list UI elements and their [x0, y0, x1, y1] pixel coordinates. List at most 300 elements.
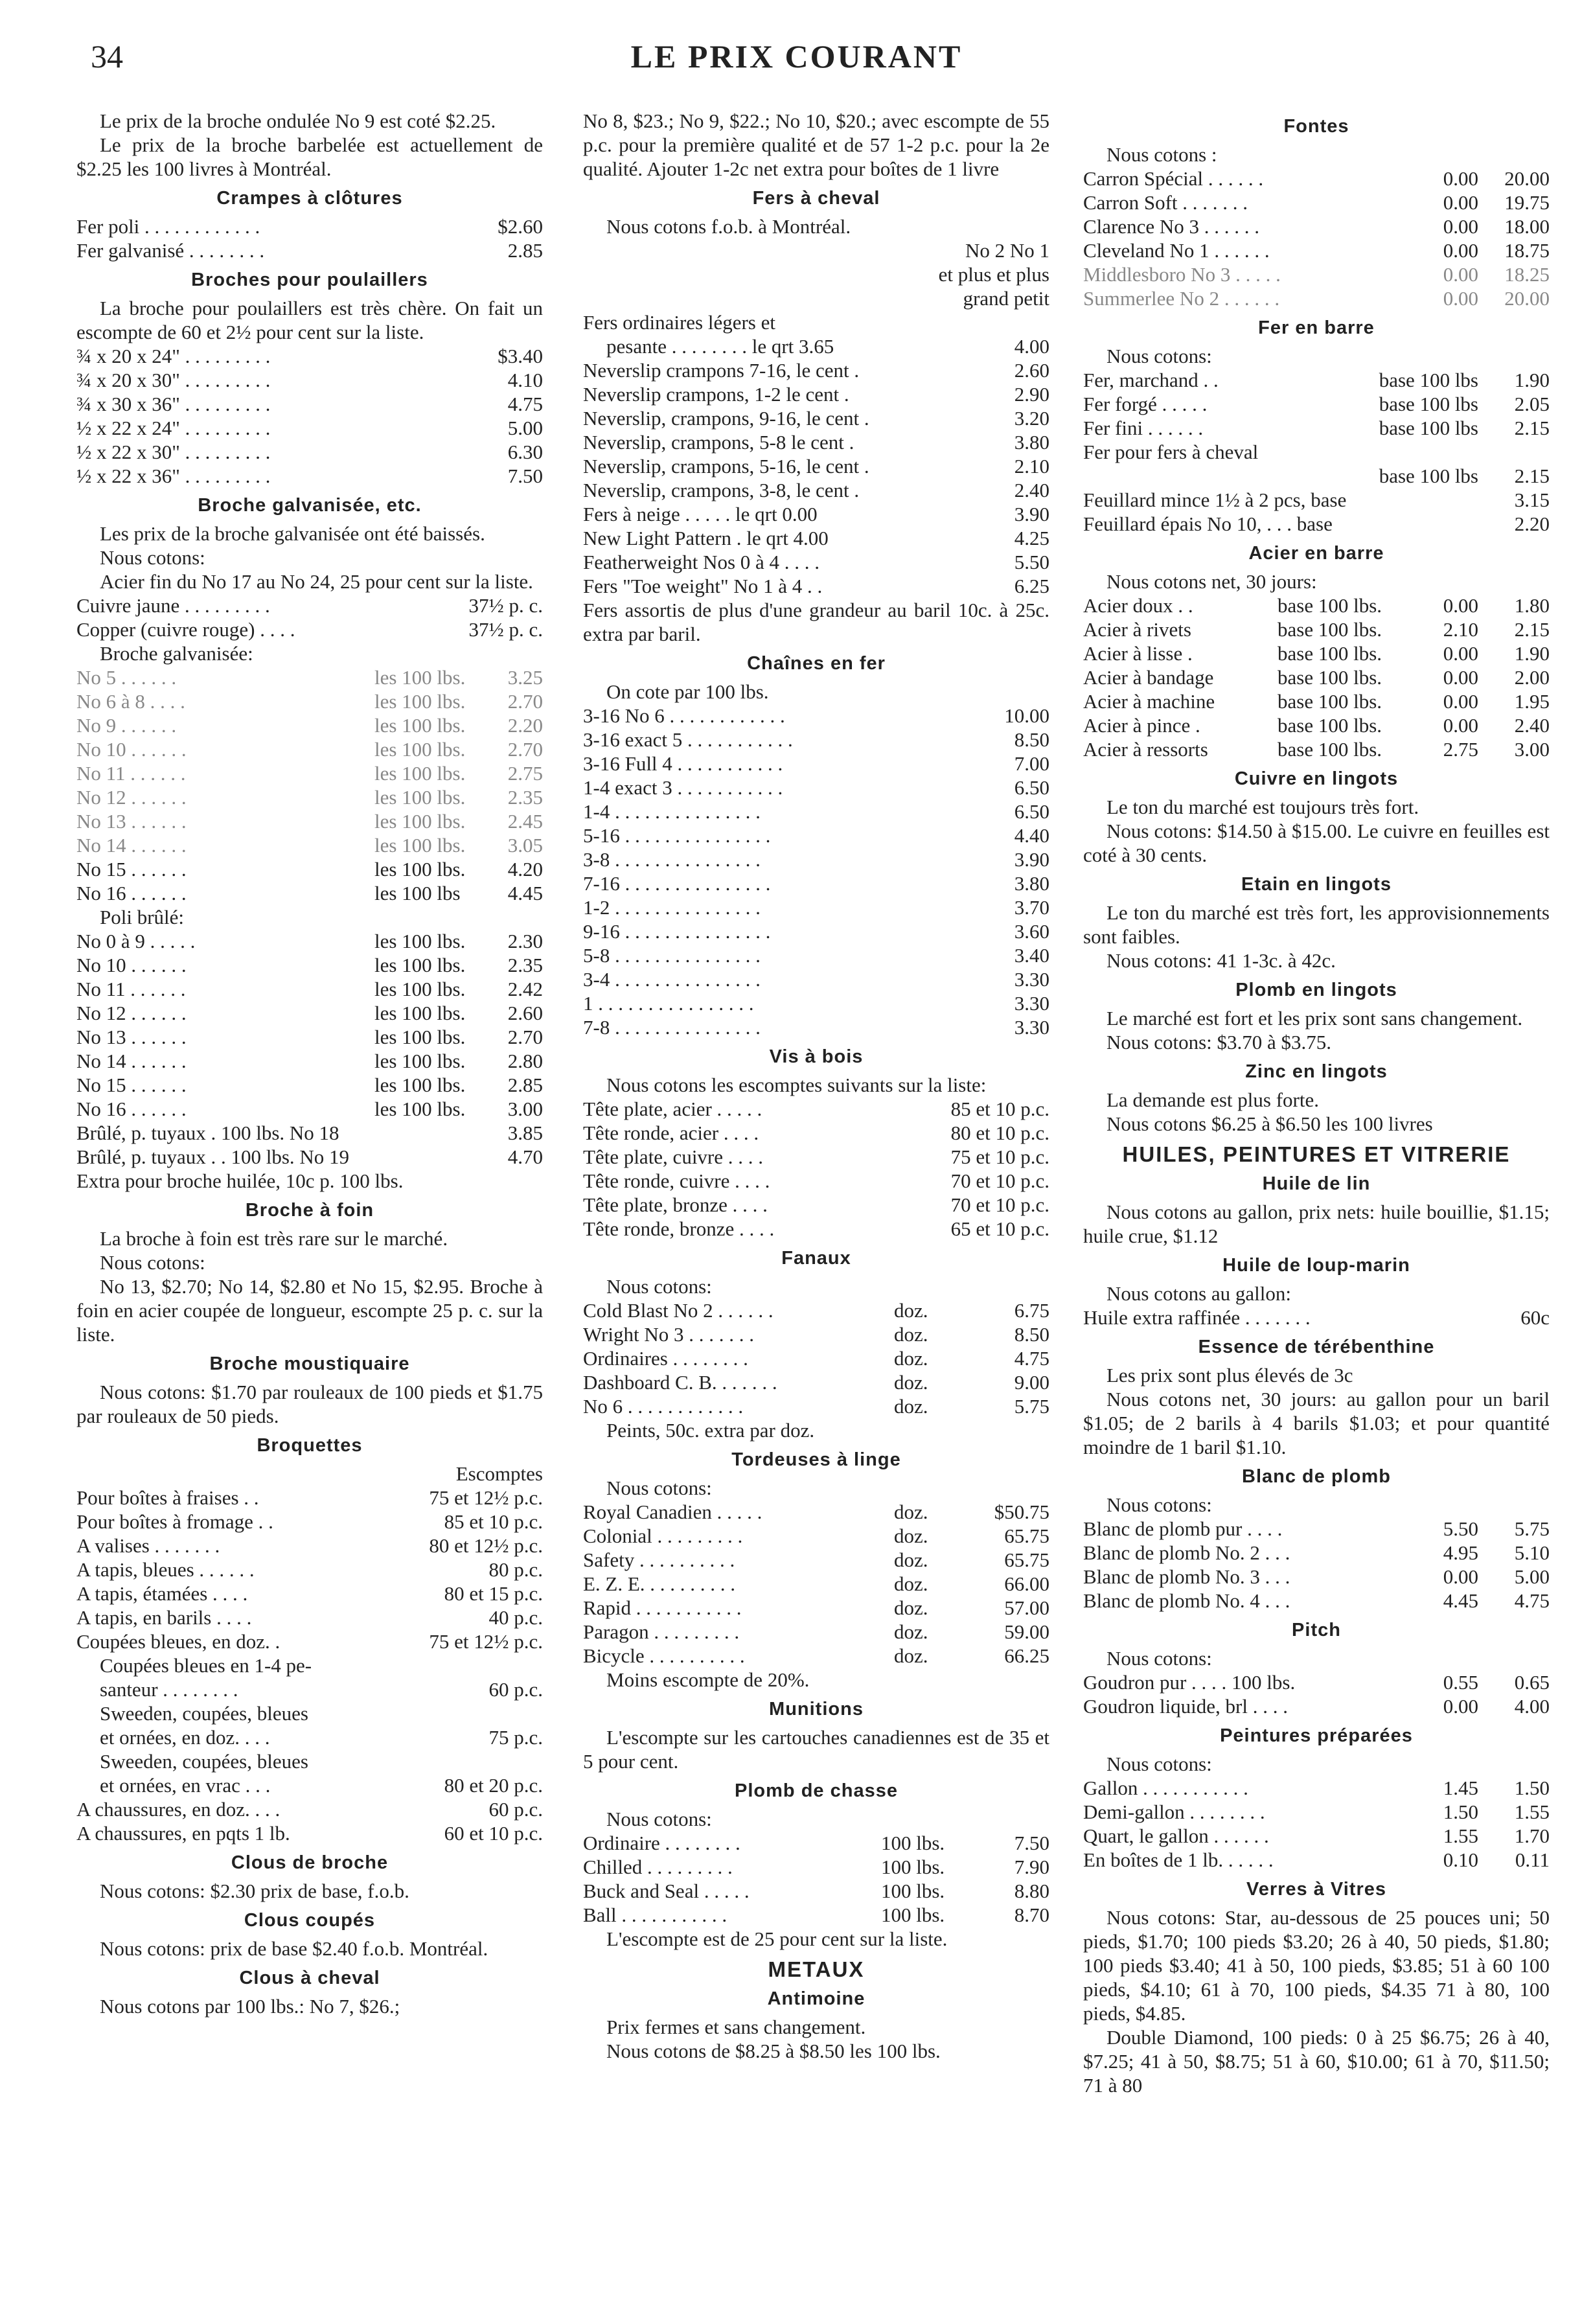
row-label: No 16 . . . . . . — [76, 882, 187, 904]
price-row — [583, 1548, 1049, 1572]
price-row — [1083, 238, 1550, 262]
row-label: Tête ronde, acier . . . . — [583, 1122, 759, 1144]
price-row — [1083, 464, 1550, 488]
price-row — [583, 704, 1049, 728]
row-value: 3.15 — [1514, 489, 1550, 511]
price-row — [583, 1644, 1049, 1668]
price-row — [583, 1500, 1049, 1524]
row-value: 2.60 — [507, 1002, 543, 1024]
price-row — [76, 953, 543, 977]
row-label: Acier à bandage — [1083, 666, 1214, 689]
section-heading: Plomb en lingots — [1235, 980, 1397, 1000]
row-label: Clarence No 3 . . . . . . — [1083, 215, 1260, 238]
price-row — [583, 262, 1049, 286]
section-heading: Etain en lingots — [1241, 874, 1392, 895]
row-label: ½ x 22 x 30" . . . . . . . . . — [76, 441, 271, 463]
price-row — [76, 857, 543, 881]
row-label: A chaussures, en doz. . . . — [76, 1798, 281, 1821]
row-value: 2.85 — [507, 1074, 543, 1096]
row-label: Carron Spécial . . . . . . — [1083, 167, 1264, 190]
row-value: 2.30 — [507, 930, 543, 952]
row-value: les 100 lbs. — [374, 1074, 466, 1096]
price-row — [76, 809, 543, 833]
paragraph: Nous cotons net, 30 jours: au gallon pour un baril $1.05; de 2 barils à 4 barils $1.03; et pour quantité moindre de 1 baril $1.10. — [1083, 1388, 1550, 1458]
price-row — [583, 1879, 1049, 1903]
price-row — [1083, 214, 1550, 238]
section-heading: Broche à foin — [245, 1200, 374, 1221]
row-label — [583, 286, 957, 310]
column-left — [76, 109, 543, 2018]
row-value: 4.00 — [1014, 335, 1049, 358]
price-row — [1083, 368, 1550, 392]
price-row — [76, 368, 543, 392]
row-value: 2.05 — [1514, 393, 1550, 415]
price-row — [76, 737, 543, 761]
row-value: les 100 lbs — [374, 882, 461, 904]
price-row — [583, 1572, 1049, 1596]
price-row — [76, 1169, 543, 1193]
section-heading: Antimoine — [767, 1988, 865, 2009]
row-label: Colonial . . . . . . . . . — [583, 1524, 743, 1547]
price-row — [583, 823, 1049, 847]
indented-line: Moins escompte de 20%. — [606, 1668, 810, 1691]
row-label: 7-16 . . . . . . . . . . . . . . . — [583, 872, 771, 895]
price-row — [76, 1773, 543, 1797]
price-row — [583, 406, 1049, 430]
row-value: 0.11 — [1515, 1848, 1550, 1871]
row-label: ½ x 22 x 24" . . . . . . . . . — [76, 417, 271, 439]
price-row — [76, 440, 543, 464]
row-value: 80 et 12½ p.c. — [429, 1534, 543, 1557]
row-value: 0.00 — [1443, 263, 1478, 286]
row-label: Feuillard épais No 10, . . . base — [1083, 512, 1333, 535]
row-value: 0.00 — [1443, 690, 1478, 713]
price-row — [76, 881, 543, 905]
indented-line: On cote par 100 lbs. — [606, 680, 769, 703]
row-value: 5.75 — [1514, 1517, 1550, 1540]
row-label: Feuillard mince 1½ à 2 pcs, base — [1083, 489, 1347, 511]
section-heading: Fontes — [1283, 116, 1349, 137]
indented-line: Coupées bleues en 1-4 pe- — [100, 1654, 312, 1677]
row-value: 1.70 — [1514, 1824, 1550, 1847]
row-label: Cleveland No 1 . . . . . . — [1083, 239, 1270, 262]
row-value: doz. — [894, 1501, 928, 1523]
section-heading: Verres à Vitres — [1246, 1879, 1387, 1900]
row-value: les 100 lbs. — [374, 762, 466, 785]
price-row — [76, 785, 543, 809]
row-value: 1.50 — [1443, 1801, 1478, 1823]
price-row — [76, 1725, 543, 1749]
row-value: les 100 lbs. — [374, 954, 466, 976]
row-value: 75 et 10 p.c. — [950, 1145, 1049, 1168]
row-value: 18.75 — [1504, 239, 1550, 262]
indented-line: Sweeden, coupées, bleues — [100, 1702, 308, 1725]
row-value: les 100 lbs. — [374, 690, 466, 713]
row-value: 40 p.c. — [488, 1606, 543, 1629]
price-row — [583, 1217, 1049, 1241]
price-row — [583, 895, 1049, 919]
price-row — [583, 943, 1049, 967]
section-heading: Clous coupés — [244, 1910, 376, 1931]
paragraph: Le marché est fort et les prix sont sans changement. — [1106, 1007, 1523, 1030]
row-value: 5.50 — [1443, 1517, 1478, 1540]
row-value: 2.90 — [1014, 383, 1049, 406]
row-label: 5-8 . . . . . . . . . . . . . . . — [583, 944, 761, 967]
price-row — [583, 1855, 1049, 1879]
price-row — [76, 617, 543, 641]
price-row — [583, 728, 1049, 752]
indented-line: Fer pour fers à cheval — [1083, 441, 1259, 463]
row-value: 65.75 — [1004, 1548, 1049, 1571]
row-value: 4.25 — [1014, 527, 1049, 549]
row-value: base 100 lbs — [1379, 417, 1478, 439]
row-value: 3.05 — [507, 834, 543, 857]
row-label: Fers à neige . . . . . le qrt 0.00 — [583, 503, 818, 525]
row-value: 18.00 — [1504, 215, 1550, 238]
row-label: Pour boîtes à fraises . . — [76, 1486, 259, 1509]
price-row — [1083, 1670, 1550, 1694]
row-value: base 100 lbs. — [1278, 738, 1382, 761]
row-label: Buck and Seal . . . . . — [583, 1880, 750, 1902]
price-row — [583, 1015, 1049, 1039]
row-value: grand petit — [963, 287, 1049, 310]
price-row — [583, 478, 1049, 502]
row-value: 1.55 — [1443, 1824, 1478, 1847]
row-value: et plus et plus — [938, 263, 1049, 286]
row-label: No 5 . . . . . . — [76, 666, 177, 689]
row-value: 0.00 — [1443, 239, 1478, 262]
row-value: 2.15 — [1514, 417, 1550, 439]
row-label: No 13 . . . . . . — [76, 810, 187, 833]
row-label: Cuivre jaune . . . . . . . . . — [76, 594, 270, 617]
price-row — [76, 977, 543, 1001]
row-label: Fer poli . . . . . . . . . . . . — [76, 215, 260, 238]
price-row — [1083, 665, 1550, 689]
row-value: base 100 lbs. — [1278, 666, 1382, 689]
paragraph: Nous cotons: $14.50 à $15.00. Le cuivre en feuilles est coté à 30 cents. — [1083, 820, 1550, 866]
price-row — [1083, 512, 1550, 536]
row-value: 0.00 — [1443, 666, 1478, 689]
row-label: santeur . . . . . . . . — [100, 1678, 238, 1701]
price-row — [76, 929, 543, 953]
price-row — [76, 416, 543, 440]
row-value: 5.50 — [1014, 551, 1049, 573]
paragraph: No 13, $2.70; No 14, $2.80 et No 15, $2.95. Broche à foin en acier coupée de longueur, escompte 25 p. c. sur la liste. — [76, 1275, 543, 1346]
row-value: 3.00 — [1514, 738, 1550, 761]
price-row — [583, 1322, 1049, 1346]
row-value: 2.85 — [507, 239, 543, 262]
row-label: Acier à rivets — [1083, 618, 1191, 641]
row-value: 70 et 10 p.c. — [950, 1169, 1049, 1192]
row-value: 1.90 — [1514, 369, 1550, 391]
paragraph: Le prix de la broche ondulée No 9 est coté $2.25. — [100, 109, 496, 132]
price-row — [1083, 641, 1550, 665]
row-value: doz. — [894, 1524, 928, 1547]
section-heading: Huile de lin — [1262, 1173, 1371, 1194]
row-label: No 10 . . . . . . — [76, 738, 187, 761]
row-label: Acier à pince . — [1083, 714, 1200, 737]
indented-line: Nous cotons: — [100, 1251, 205, 1274]
row-value: 2.20 — [507, 714, 543, 737]
row-label: No 11 . . . . . . — [76, 978, 186, 1000]
row-value: 80 et 15 p.c. — [444, 1582, 543, 1605]
indented-line: Nous cotons: — [606, 1275, 712, 1298]
row-value: $50.75 — [994, 1501, 1049, 1523]
section-heading: Pitch — [1292, 1620, 1341, 1640]
paragraph: Nous cotons: $1.70 par rouleaux de 100 pieds et $1.75 par rouleaux de 50 pieds. — [76, 1381, 543, 1427]
row-value: 8.70 — [1014, 1904, 1049, 1926]
row-value: base 100 lbs — [1379, 465, 1478, 487]
row-label: Acier à lisse . — [1083, 642, 1193, 665]
row-label: Copper (cuivre rouge) . . . . — [76, 618, 295, 641]
row-label: Fer galvanisé . . . . . . . . — [76, 239, 265, 262]
row-value: 6.50 — [1014, 776, 1049, 799]
price-row — [1083, 1824, 1550, 1848]
row-value: doz. — [894, 1620, 928, 1643]
row-value: 3.80 — [1014, 431, 1049, 454]
row-value: 80 p.c. — [488, 1558, 543, 1581]
row-label: Rapid . . . . . . . . . . . — [583, 1596, 742, 1619]
price-row — [1083, 286, 1550, 310]
row-label: Summerlee No 2 . . . . . . — [1083, 287, 1280, 310]
row-value: les 100 lbs. — [374, 1098, 466, 1120]
row-value — [536, 1169, 543, 1193]
row-value: 2.40 — [1514, 714, 1550, 737]
price-row — [1083, 416, 1550, 440]
row-value: 1.95 — [1514, 690, 1550, 713]
row-value: les 100 lbs. — [374, 1050, 466, 1072]
row-value: 0.00 — [1443, 642, 1478, 665]
row-value: 19.75 — [1504, 191, 1550, 214]
row-label: ¾ x 20 x 24" . . . . . . . . . — [76, 345, 271, 367]
row-label: Ordinaires . . . . . . . . — [583, 1347, 748, 1370]
row-value: 2.15 — [1514, 465, 1550, 487]
row-value: 3.00 — [507, 1098, 543, 1120]
row-label: No 13 . . . . . . — [76, 1026, 187, 1048]
row-value: 65 et 10 p.c. — [950, 1217, 1049, 1240]
price-row — [583, 574, 1049, 598]
indented-line: Fers ordinaires légers et — [583, 311, 775, 334]
section-heading: Broche galvanisée, etc. — [198, 495, 422, 516]
row-label: ¾ x 20 x 30" . . . . . . . . . — [76, 369, 271, 391]
row-label: A tapis, bleues . . . . . . — [76, 1558, 255, 1581]
price-row — [76, 1558, 543, 1582]
indented-line: Nous cotons: — [1106, 1493, 1212, 1516]
indented-line: Nous cotons: — [100, 546, 205, 569]
row-value: 2.45 — [507, 810, 543, 833]
row-label: No 0 à 9 . . . . . — [76, 930, 196, 952]
row-value: 1.80 — [1514, 594, 1550, 617]
row-value: 5.00 — [1514, 1565, 1550, 1588]
row-value: 66.00 — [1004, 1572, 1049, 1595]
row-value: 0.00 — [1443, 1695, 1478, 1718]
row-value: base 100 lbs. — [1278, 594, 1382, 617]
row-label: pesante . . . . . . . . le qrt 3.65 — [606, 335, 834, 358]
row-value: 7.50 — [1014, 1832, 1049, 1854]
row-value: 7.50 — [507, 465, 543, 487]
row-label: No 15 . . . . . . — [76, 858, 187, 880]
price-row — [583, 1097, 1049, 1121]
paragraph: Le ton du marché est toujours très fort. — [1106, 796, 1419, 818]
price-row — [583, 1346, 1049, 1370]
row-value: 100 lbs. — [881, 1904, 945, 1926]
row-value: les 100 lbs. — [374, 786, 466, 809]
section-heading: Huile de loup-marin — [1222, 1255, 1410, 1276]
price-row — [583, 1903, 1049, 1927]
row-label: 9-16 . . . . . . . . . . . . . . . — [583, 920, 771, 943]
paragraph: Nous cotons les escomptes suivants sur la liste: — [606, 1074, 987, 1096]
section-heading: Acier en barre — [1248, 543, 1384, 564]
paragraph: Nous cotons: $2.30 prix de base, f.o.b. — [100, 1880, 409, 1902]
row-value: 4.95 — [1443, 1541, 1478, 1564]
row-value: doz. — [894, 1371, 928, 1394]
price-row — [76, 761, 543, 785]
price-row — [583, 286, 1049, 310]
row-label: Quart, le gallon . . . . . . — [1083, 1824, 1269, 1847]
indented-line: Broche galvanisée: — [100, 642, 253, 665]
row-value: 4.40 — [1014, 824, 1049, 847]
row-value: 7.90 — [1014, 1856, 1049, 1878]
row-value: 0.00 — [1443, 1565, 1478, 1588]
section-heading: Chaînes en fer — [747, 653, 886, 674]
row-value: 37½ p. c. — [468, 594, 543, 617]
section-heading: Peintures préparées — [1220, 1725, 1413, 1746]
price-row — [76, 1534, 543, 1558]
section-heading: Broche moustiquaire — [209, 1353, 410, 1374]
row-label: Pour boîtes à fromage . . — [76, 1510, 273, 1533]
price-row — [583, 967, 1049, 991]
price-row — [76, 1121, 543, 1145]
row-label: ¾ x 30 x 36" . . . . . . . . . — [76, 393, 271, 415]
row-value: 9.00 — [1014, 1371, 1049, 1394]
price-row — [1083, 1517, 1550, 1541]
price-row — [1083, 1848, 1550, 1872]
section-heading: Broquettes — [257, 1435, 363, 1456]
price-row — [1083, 1306, 1550, 1329]
row-value: 2.70 — [507, 690, 543, 713]
row-value: 2.40 — [1014, 479, 1049, 501]
price-row — [583, 550, 1049, 574]
price-row — [583, 1370, 1049, 1394]
paragraph: Nous cotons par 100 lbs.: No 7, $26.; — [100, 1995, 400, 2018]
row-value: 37½ p. c. — [468, 618, 543, 641]
price-row — [76, 593, 543, 617]
paragraph: Nous cotons: Star, au-dessous de 25 pouces uni; 50 pieds, $1.70; 100 pieds $3.20; 26 à 40, 50 pieds, $1.80; 100 pieds $3.40; 41 à 50, 100 pieds, $3.85; 51 à 60 100 pieds, $4.10; 61 à 70, 100 pieds, $4.35 71 à 80, 100 pieds, $4.85. — [1083, 1906, 1550, 2025]
row-value: les 100 lbs. — [374, 930, 466, 952]
row-label: Fer fini . . . . . . — [1083, 417, 1204, 439]
price-row — [1083, 488, 1550, 512]
price-row — [583, 1169, 1049, 1193]
row-value: 0.55 — [1443, 1671, 1478, 1694]
row-label: A tapis, en barils . . . . — [76, 1606, 252, 1629]
row-label: Bicycle . . . . . . . . . . — [583, 1644, 745, 1667]
row-value: 75 et 12½ p.c. — [429, 1486, 543, 1509]
row-label: No 16 . . . . . . — [76, 1098, 187, 1120]
row-label: No 9 . . . . . . — [76, 714, 177, 737]
section-heading: Fers à cheval — [752, 188, 880, 209]
row-value: 2.10 — [1443, 618, 1478, 641]
paragraph: Nous cotons de $8.25 à $8.50 les 100 lbs. — [606, 2040, 941, 2062]
row-label: Acier à ressorts — [1083, 738, 1208, 761]
row-value: 4.75 — [1014, 1347, 1049, 1370]
row-value: 8.50 — [1014, 728, 1049, 751]
row-value: 5.10 — [1514, 1541, 1550, 1564]
price-row — [583, 752, 1049, 776]
section-heading: Tordeuses à linge — [731, 1449, 901, 1470]
row-value: 3.30 — [1014, 968, 1049, 991]
paragraph: La broche pour poulaillers est très chère. On fait un escompte de 60 et 2½ pour cent sur la liste. — [76, 297, 543, 343]
price-row — [76, 1629, 543, 1653]
row-value: doz. — [894, 1596, 928, 1619]
row-value: 3.30 — [1014, 1016, 1049, 1039]
paragraph: Fers assortis de plus d'une grandeur au baril 10c. à 25c. extra par baril. — [583, 599, 1049, 645]
row-label — [1083, 464, 1342, 488]
row-label: Fer, marchand . . — [1083, 369, 1219, 391]
section-title: METAUX — [768, 1957, 865, 1981]
row-value: 3.30 — [1014, 992, 1049, 1015]
row-label — [583, 238, 959, 262]
paragraph: Le ton du marché est très fort, les approvisionnements sont faibles. — [1083, 901, 1550, 948]
row-value: 0.00 — [1443, 167, 1478, 190]
row-label: Gallon . . . . . . . . . . . — [1083, 1777, 1248, 1799]
row-label: Dashboard C. B. . . . . . . — [583, 1371, 777, 1394]
price-row — [583, 526, 1049, 550]
row-value: doz. — [894, 1395, 928, 1418]
price-row — [583, 1831, 1049, 1855]
row-label: et ornées, en vrac . . . — [100, 1774, 271, 1797]
row-value: doz. — [894, 1323, 928, 1346]
row-value: 10.00 — [1004, 704, 1049, 727]
row-value: les 100 lbs. — [374, 714, 466, 737]
paragraph: Nous cotons: prix de base $2.40 f.o.b. Montréal. — [100, 1937, 488, 1960]
row-value: les 100 lbs. — [374, 1002, 466, 1024]
row-label: Acier à machine — [1083, 690, 1215, 713]
price-row — [76, 665, 543, 689]
row-value: 18.25 — [1504, 263, 1550, 286]
row-value: 2.10 — [1014, 455, 1049, 477]
price-row — [583, 776, 1049, 800]
section-heading: Essence de térébenthine — [1198, 1337, 1435, 1357]
row-value: 75 p.c. — [488, 1726, 543, 1749]
row-value: 0.00 — [1443, 215, 1478, 238]
row-value: 3.40 — [1014, 944, 1049, 967]
price-row — [76, 1797, 543, 1821]
price-row — [1083, 392, 1550, 416]
price-row — [1083, 190, 1550, 214]
row-value: 3.80 — [1014, 872, 1049, 895]
row-label: Goudron liquide, brl . . . . — [1083, 1695, 1288, 1718]
row-value: 2.75 — [507, 762, 543, 785]
row-value: base 100 lbs — [1379, 393, 1478, 415]
row-value: 6.50 — [1014, 800, 1049, 823]
row-label: Wright No 3 . . . . . . . — [583, 1323, 754, 1346]
row-label: No 15 . . . . . . — [76, 1074, 187, 1096]
row-label: A valises . . . . . . . — [76, 1534, 220, 1557]
row-label: Acier doux . . — [1083, 594, 1193, 617]
paragraph: No 8, $23.; No 9, $22.; No 10, $20.; avec escompte de 55 p.c. pour la première qualité et de 57 1-2 p.c. pour la 2e qualité. Ajouter 1-2c net extra pour boîtes de 1 livre — [583, 109, 1049, 180]
indented-line: Peints, 50c. extra par doz. — [606, 1419, 815, 1442]
row-label: Royal Canadien . . . . . — [583, 1501, 762, 1523]
row-label: No 12 . . . . . . — [76, 1002, 187, 1024]
section-heading: Plomb de chasse — [735, 1780, 898, 1801]
price-row — [76, 392, 543, 416]
price-row — [1083, 1541, 1550, 1565]
price-row — [583, 238, 1049, 262]
row-value: 3.25 — [507, 666, 543, 689]
row-label: 1-4 . . . . . . . . . . . . . . . — [583, 800, 761, 823]
row-label: Neverslip, crampons, 5-16, le cent . — [583, 455, 869, 477]
price-row — [76, 214, 543, 238]
